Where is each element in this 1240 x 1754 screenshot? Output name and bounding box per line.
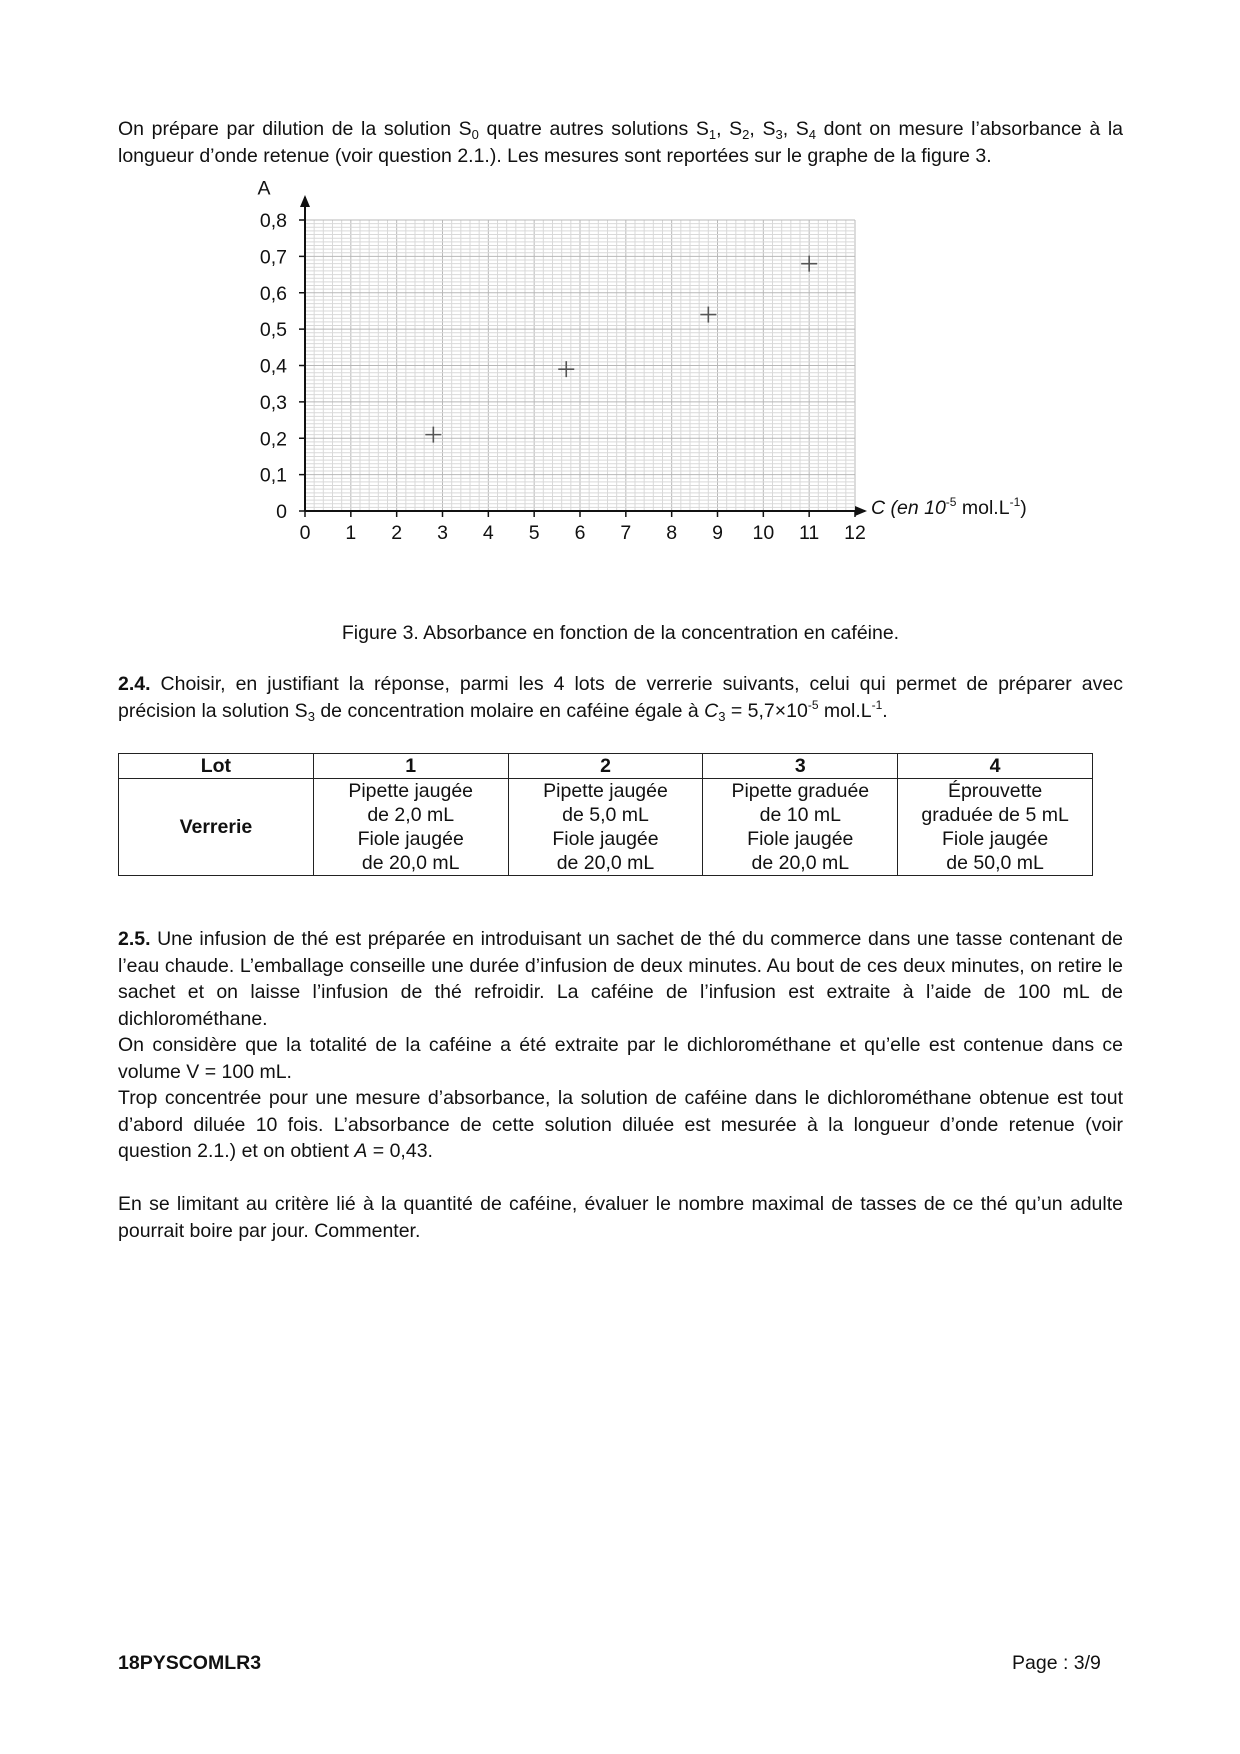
intro-paragraph: On prépare par dilution de la solution $S_0$ quatre autres solutions $S_1$, $S_2$, $S_3$, $S_4$ dont on mesure l’absorbance à la longueur d’onde retenue (voir question 2.1.). Les mesures sont reportées sur le graphe de la figure 3. (118, 118, 1124, 167)
x-axis-label-close: ) (1020, 497, 1027, 519)
x-axis-label-main: C (en 10 (871, 497, 946, 519)
x-tick-label: 10 (752, 522, 775, 544)
absorbance-chart (240, 175, 1160, 615)
table-header-lot-1: 1 (313, 754, 508, 779)
x-axis-label (871, 495, 1027, 519)
x-tick-label: 8 (666, 522, 678, 544)
x-tick-label: 2 (391, 522, 403, 544)
footer-page-number: Page : 3/9 (1012, 1652, 1101, 1674)
table-cell-lot-4: Éprouvette graduée de 5 mL Fiole jaugée de 50,0 mL (898, 779, 1093, 876)
chart-grid (305, 220, 855, 511)
x-axis-label-exp: -5 (945, 495, 957, 509)
y-tick-label: 0,8 (259, 210, 287, 232)
data-point (801, 256, 817, 272)
chart-points (425, 256, 817, 443)
x-tick-label: 12 (844, 522, 866, 544)
x-tick-label: 5 (528, 522, 540, 544)
footer-exam-code: 18PYSCOMLR3 (118, 1652, 262, 1674)
y-axis-label: A (257, 177, 271, 200)
table-header-lot-4: 4 (898, 754, 1093, 779)
x-tick-label: 7 (620, 522, 632, 544)
table-header-lot: Lot (119, 754, 314, 779)
x-axis-arrow (855, 506, 867, 516)
x-tick-label: 0 (299, 522, 311, 544)
y-tick-label: 0,7 (259, 246, 287, 269)
y-tick-label: 0,1 (259, 464, 287, 487)
y-tick-label: 0,6 (259, 282, 287, 305)
x-tick-label: 6 (574, 522, 586, 544)
table-row (119, 779, 1093, 876)
table-cell-lot-3: Pipette graduée de 10 mL Fiole jaugée de 20,0 mL (703, 779, 898, 876)
question-2-4: 2.4. Choisir, en justifiant la réponse, parmi les 4 lots de verrerie suivants, celui qui permet de préparer avec précision la solution $S_3$ de concentration molaire en caféine égale à $C_3 = 5,7\times 10^{-5}$ $mol.L^{-1}$. (118, 673, 1123, 724)
question-2-5-para-3: Trop concentrée pour une mesure d’absorbance, la solution de caféine dans le dichlorométhane obtenue est tout d’abord diluée 10 fois. L’absorbance de cette solution diluée est mesurée à la longueur d’onde retenue (voir question 2.1.) et on obtient A = 0,43. (118, 1087, 1123, 1162)
question-2-5-para-1: 2.5. Une infusion de thé est préparée en introduisant un sachet de thé du commerce dans une tasse contenant de l’eau chaude. L’emballage conseille une durée d’infusion de deux minutes. Au bout de ces deux minutes, on retire le sachet et on laisse l’infusion de thé refroidir. La caféine de l’infusion est extraite à l’aide de 100 mL de dichlorométhane. (118, 928, 1123, 1030)
y-tick-label: 0,5 (259, 319, 287, 342)
table-row-label: Verrerie (119, 779, 314, 876)
x-axis-label-unit-exp: -1 (1009, 495, 1021, 509)
y-tick-label: 0,4 (259, 355, 287, 378)
glassware-table (118, 753, 1093, 876)
x-tick-label: 11 (799, 522, 820, 544)
question-number: 2.4. (118, 673, 151, 695)
question-2-5-para-2: On considère que la totalité de la caféine a été extraite par le dichlorométhane et qu’elle est contenue dans ce volume V = 100 mL. (118, 1034, 1123, 1083)
x-tick-label: 1 (345, 522, 357, 544)
x-tick-label: 9 (712, 522, 723, 544)
x-tick-label: 4 (482, 522, 494, 544)
x-axis-label-unit: mol.L (956, 497, 1010, 519)
final-question: En se limitant au critère lié à la quantité de caféine, évaluer le nombre maximal de tasses de ce thé qu’un adulte pourrait boire par jour. Commenter. (118, 1193, 1123, 1242)
x-tick-label: 3 (437, 522, 448, 544)
data-point (558, 361, 574, 377)
y-tick-label: 0,3 (259, 391, 287, 414)
table-header-row (119, 754, 1093, 779)
table-header-lot-3: 3 (703, 754, 898, 779)
data-point (700, 307, 716, 323)
question-number: 2.5. (118, 928, 151, 950)
y-tick-label: 0,2 (259, 428, 287, 451)
table-cell-lot-2: Pipette jaugée de 5,0 mL Fiole jaugée de 20,0 mL (508, 779, 703, 876)
y-axis-arrow (300, 195, 310, 207)
figure-caption: Figure 3. Absorbance en fonction de la concentration en caféine. (341, 622, 900, 644)
y-tick-label: 0 (276, 501, 287, 523)
table-header-lot-2: 2 (508, 754, 703, 779)
data-point (425, 427, 441, 443)
table-cell-lot-1: Pipette jaugée de 2,0 mL Fiole jaugée de 20,0 mL (313, 779, 508, 876)
question-2-5 (118, 926, 1123, 1165)
